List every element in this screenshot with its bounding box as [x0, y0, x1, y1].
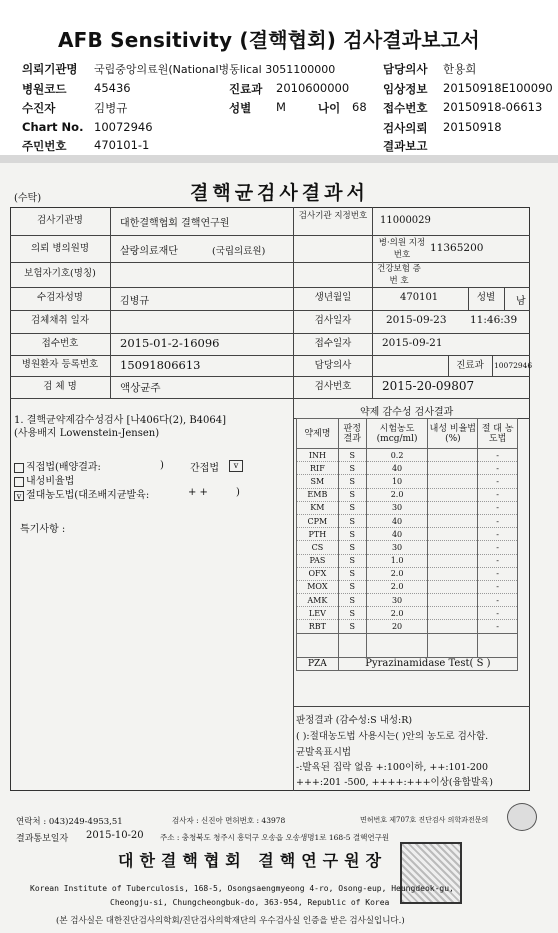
field-label: 검사일자 — [314, 315, 352, 326]
table-cell: S — [338, 488, 366, 501]
table-cell: - — [478, 580, 518, 593]
table-cell: - — [478, 607, 518, 620]
header-value: 국립중앙의료원(National병동lical 3051100000 — [94, 63, 336, 76]
field-value: 김병규 — [120, 296, 149, 307]
field-label: 검체채취 일자 — [30, 315, 90, 326]
susceptibility-table — [296, 418, 518, 671]
table-cell: - — [478, 475, 518, 488]
judgement-line: -:발육된 집락 없음 +:100이하, ++:101-200 — [296, 762, 488, 773]
table-row — [297, 528, 518, 541]
address-en-line2: Cheongju-si, Chungcheongbuk-do, 363-954, Republic of Korea — [110, 898, 390, 907]
judgement-line: 균발육표시법 — [296, 747, 352, 758]
direct-close: ) — [160, 460, 164, 471]
field-value: 470101 — [400, 292, 439, 303]
report-date: 2015-10-20 — [86, 830, 144, 841]
header-value: 김병규 — [94, 101, 128, 115]
divider — [448, 355, 449, 376]
tester-info: 검사자 : 신진아 면허번호 : 43978 — [172, 816, 286, 825]
ab-title: 약제 감수성 검사결과 — [360, 407, 454, 418]
field-label: 수검자성명 — [37, 292, 83, 303]
report-header — [0, 0, 558, 155]
table-cell: 2.0 — [366, 607, 428, 620]
field-label: 접수일자 — [314, 338, 352, 349]
field-value: 2015-09-21 — [382, 337, 443, 349]
table-cell: - — [478, 594, 518, 607]
divider — [10, 262, 530, 263]
header-value: 470101-1 — [94, 138, 150, 152]
certification-note: (본 검사실은 대한진단검사의학회/진단검사의학재단의 우수검사실 인증을 받은 검사실입니다.) — [56, 916, 405, 926]
field-value: 11:46:39 — [470, 314, 518, 326]
table-cell: LEV — [297, 607, 339, 620]
table-cell: - — [478, 567, 518, 580]
divider — [10, 398, 530, 399]
table-row — [297, 580, 518, 593]
field-value: 살랑의료재단 — [120, 246, 178, 257]
divider — [10, 376, 530, 377]
field-value: 2015-01-2-16096 — [120, 336, 220, 350]
special-notes-label: 특기사항 : — [20, 524, 66, 535]
field-value: 2015-20-09807 — [382, 379, 475, 393]
table-cell: EMB — [297, 488, 339, 501]
divider — [10, 235, 530, 236]
table-cell: MOX — [297, 580, 339, 593]
indirect-checkbox: v — [229, 460, 243, 472]
divider — [372, 207, 373, 398]
table-cell: SM — [297, 475, 339, 488]
header-label: 접수번호 — [383, 101, 428, 115]
table-row — [297, 594, 518, 607]
header-label: 결과보고 — [383, 139, 428, 153]
table-cell: 2.0 — [366, 567, 428, 580]
table-cell: 40 — [366, 514, 428, 527]
column-header: 내성 비율법(%) — [428, 419, 478, 449]
table-cell: - — [478, 501, 518, 514]
table-cell: PAS — [297, 554, 339, 567]
table-row — [297, 554, 518, 567]
table-cell — [428, 514, 478, 527]
divider — [293, 207, 294, 791]
table-cell: - — [478, 554, 518, 567]
table-cell: S — [338, 607, 366, 620]
header-label: 담당의사 — [383, 62, 428, 76]
field-label: 접수번호 — [41, 338, 79, 349]
address-en-line1: Korean Institute of Tuberculosis, 168-5, Osongsaengmyeong 4-ro, Osong-eup, Heungdeok-gu, — [30, 884, 454, 893]
column-header: 약제명 — [297, 419, 339, 449]
field-label: 건강보험 증 번 호 — [377, 264, 421, 286]
header-label: 주민번호 — [22, 139, 67, 153]
table-cell — [428, 567, 478, 580]
table-cell: RIF — [297, 462, 339, 475]
field-value: 2015-09-23 — [386, 314, 447, 326]
table-cell: RBT — [297, 620, 339, 633]
divider — [0, 155, 558, 163]
table-cell: S — [338, 620, 366, 633]
field-label: 의뢰 병의원명 — [30, 243, 90, 254]
table-row — [297, 620, 518, 633]
table-cell — [428, 541, 478, 554]
table-row — [297, 541, 518, 554]
table-cell: 40 — [366, 462, 428, 475]
table-cell: S — [338, 541, 366, 554]
table-cell: CS — [297, 541, 339, 554]
table-cell: - — [478, 462, 518, 475]
header-value: 20150918-06613 — [443, 100, 543, 114]
field-value: (국립의료원) — [212, 246, 266, 257]
divider — [293, 706, 530, 707]
table-cell: S — [338, 554, 366, 567]
field-label: 검사기관명 — [37, 215, 83, 226]
table-cell: S — [338, 594, 366, 607]
absolute-method: v 절대농도법(대조배지균발육: — [14, 486, 149, 501]
absolute-close: ) — [236, 487, 240, 498]
table-cell: - — [478, 449, 518, 462]
header-value: 2010600000 — [276, 81, 350, 95]
ratio-checkbox — [14, 477, 24, 487]
table-cell: 0.2 — [366, 449, 428, 462]
license-info: 면허번호 제707호 진단검사 의학과전문의 — [360, 816, 489, 824]
field-value: 10072946 — [494, 361, 533, 370]
table-cell — [428, 594, 478, 607]
table-cell: CPM — [297, 514, 339, 527]
field-label: 보험자기호(명칭) — [24, 268, 96, 279]
header-label: 의뢰기관명 — [22, 62, 78, 76]
header-label: 수진자 — [22, 101, 56, 115]
divider — [468, 287, 469, 310]
header-label: Chart No. — [22, 120, 84, 134]
table-cell — [428, 449, 478, 462]
official-seal-small — [507, 803, 537, 831]
pza-row — [297, 657, 518, 670]
table-row — [297, 462, 518, 475]
field-value: 남 — [516, 296, 526, 307]
table-cell: S — [338, 449, 366, 462]
table-cell: INH — [297, 449, 339, 462]
field-value: 액상균주 — [120, 382, 161, 394]
field-label: 생년월일 — [314, 292, 352, 303]
table-row — [297, 475, 518, 488]
field-label: 진료과 — [456, 360, 484, 371]
table-cell — [428, 501, 478, 514]
table-cell: PZA — [297, 657, 339, 670]
table-row — [297, 449, 518, 462]
table-cell — [428, 528, 478, 541]
table-row — [297, 633, 518, 657]
table-cell: - — [478, 528, 518, 541]
column-header: 판정 결과 — [338, 419, 366, 449]
table-cell — [428, 620, 478, 633]
field-label: 검사기관 지정번호 — [298, 211, 368, 221]
header-value: 20150918E100090 — [443, 81, 553, 95]
field-label: 검 체 명 — [43, 381, 77, 392]
address-kr: 주소 : 충청북도 청주시 흥덕구 오송읍 오송생명1로 168-5 결핵연구원 — [160, 833, 390, 842]
table-cell — [428, 580, 478, 593]
table-cell: S — [338, 580, 366, 593]
table-cell: S — [338, 462, 366, 475]
indirect-label: 간접법 — [190, 463, 219, 474]
ratio-method: 내성비율법 — [14, 472, 74, 487]
divider — [110, 207, 111, 398]
table-cell: S — [338, 514, 366, 527]
table-cell: S — [338, 567, 366, 580]
table-cell: 1.0 — [366, 554, 428, 567]
table-cell: PTH — [297, 528, 339, 541]
table-row — [297, 488, 518, 501]
header-value: 한용희 — [443, 62, 477, 76]
table-cell: - — [478, 488, 518, 501]
field-label: 검사번호 — [314, 381, 352, 392]
table-cell — [428, 475, 478, 488]
direct-checkbox — [14, 463, 24, 473]
table-cell: 2.0 — [366, 580, 428, 593]
field-label: 성별 — [476, 292, 496, 303]
header-value: M — [276, 100, 286, 114]
table-cell: 20 — [366, 620, 428, 633]
header-label: 진료과 — [229, 82, 263, 96]
direct-method: 직접법(배양결과: — [14, 458, 101, 473]
header-label: 검사의뢰 — [383, 121, 428, 135]
divider — [10, 355, 530, 356]
table-cell — [428, 554, 478, 567]
table-cell: 30 — [366, 541, 428, 554]
table-cell — [428, 607, 478, 620]
table-cell: - — [478, 541, 518, 554]
field-value: 15091806613 — [120, 358, 201, 372]
table-cell: - — [478, 620, 518, 633]
field-label: 병원환자 등록번호 — [21, 359, 99, 370]
table-cell: Pyrazinamidase Test( S ) — [338, 657, 517, 670]
table-cell: S — [338, 528, 366, 541]
absolute-checkbox: v — [14, 491, 24, 501]
contact-info: 연락처 : 043)249-4953,51 — [16, 817, 123, 827]
table-cell: - — [478, 514, 518, 527]
table-cell: KM — [297, 501, 339, 514]
header-label: 임상정보 — [383, 82, 428, 96]
table-cell: 30 — [366, 594, 428, 607]
institution-name: 대한결핵협회 결핵연구원장 — [118, 851, 388, 870]
column-header: 절 대 농도법 — [478, 419, 518, 449]
header-value: 20150918 — [443, 120, 502, 134]
page-title: AFB Sensitivity (결핵협회) 검사결과보고서 — [58, 28, 480, 52]
table-cell: 10 — [366, 475, 428, 488]
table-cell — [428, 462, 478, 475]
table-cell: OFX — [297, 567, 339, 580]
field-value: 대한결핵협회 결핵연구원 — [120, 218, 230, 229]
table-row — [297, 514, 518, 527]
table-cell: S — [338, 475, 366, 488]
header-label: 병원코드 — [22, 82, 67, 96]
header-label: 성별 — [229, 101, 252, 115]
field-value: 11000029 — [380, 215, 431, 226]
method-title: 1. 결핵균약제감수성검사 [나406다(2), B4064] — [14, 415, 227, 426]
growth-value: + + — [188, 487, 208, 498]
table-cell: AMK — [297, 594, 339, 607]
table-cell: 30 — [366, 501, 428, 514]
field-label: 병·의원 지정번호 — [378, 238, 426, 260]
category-label: (수탁) — [14, 193, 42, 204]
table-cell: S — [338, 501, 366, 514]
header-value: 45436 — [94, 81, 131, 95]
table-cell: 40 — [366, 528, 428, 541]
judgement-line: ( ):절대농도법 사용시는( )안의 농도로 검사함. — [296, 731, 489, 742]
method-media: (사용배지 Lowenstein-Jensen) — [14, 428, 160, 439]
divider — [10, 333, 530, 334]
divider — [10, 310, 530, 311]
judgement-line: 판정결과 (감수성:S 내성:R) — [296, 715, 413, 726]
divider — [492, 355, 493, 376]
field-label: 담당의사 — [314, 360, 352, 371]
table-row — [297, 607, 518, 620]
official-stamp — [400, 842, 462, 904]
header-value: 68 — [352, 100, 367, 114]
document-title: 결핵균검사결과서 — [190, 182, 369, 204]
report-date-label: 결과통보일자 — [16, 834, 69, 844]
table-row — [297, 501, 518, 514]
table-cell — [428, 488, 478, 501]
header-label: 나이 — [318, 101, 341, 115]
divider — [10, 287, 530, 288]
table-header-row — [297, 419, 518, 449]
judgement-line: +++:201 -500, ++++:+++이상(융합발육) — [296, 777, 494, 788]
divider — [504, 287, 505, 310]
column-header: 시험농도 (mcg/ml) — [366, 419, 428, 449]
table-cell: 2.0 — [366, 488, 428, 501]
field-value: 11365200 — [430, 242, 484, 254]
header-value: 10072946 — [94, 120, 153, 134]
table-row — [297, 567, 518, 580]
